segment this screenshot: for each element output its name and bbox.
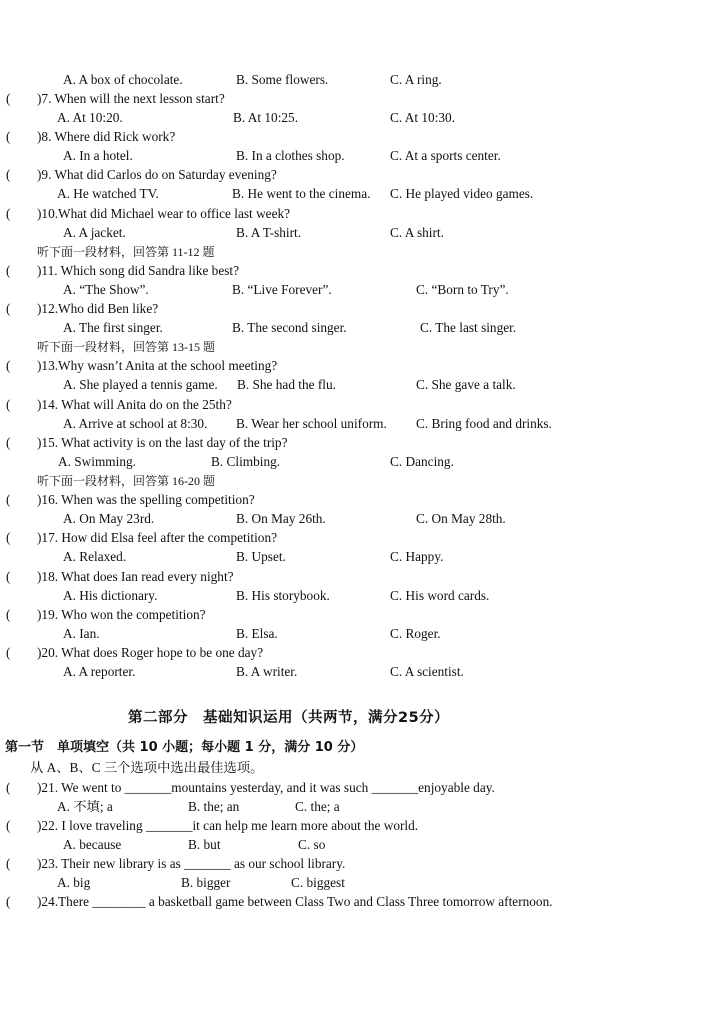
q9-option-b: B. He went to the cinema. bbox=[232, 186, 371, 201]
q20-option-a: A. A reporter. bbox=[63, 664, 136, 679]
q21-paren: ( bbox=[6, 780, 11, 795]
q23-option-b: B. bigger bbox=[181, 875, 231, 890]
q15-stem: )15. What activity is on the last day of the trip? bbox=[37, 435, 288, 450]
q17-option-a: A. Relaxed. bbox=[63, 549, 127, 564]
q11-option-c: C. “Born to Try”. bbox=[416, 282, 509, 297]
q9-option-c: C. He played video games. bbox=[390, 186, 534, 201]
q19-stem: )19. Who won the competition? bbox=[37, 607, 206, 622]
q10-option-c: C. A shirt. bbox=[390, 225, 444, 240]
q6-option-b: B. Some flowers. bbox=[236, 72, 329, 87]
q13-option-a: A. She played a tennis game. bbox=[63, 377, 218, 392]
q11-option-b: B. “Live Forever”. bbox=[232, 282, 332, 297]
q18-option-b: B. His storybook. bbox=[236, 588, 330, 603]
q10-paren: ( bbox=[6, 206, 11, 221]
q22-option-c: C. so bbox=[298, 837, 326, 852]
q8-stem: )8. Where did Rick work? bbox=[37, 129, 176, 144]
q15-paren: ( bbox=[6, 435, 11, 450]
q22-stem: )22. I love traveling _______it can help me learn more about the world. bbox=[37, 818, 419, 833]
q19-paren: ( bbox=[6, 607, 11, 622]
q19-option-b: B. Elsa. bbox=[236, 626, 278, 641]
q12-stem: )12.Who did Ben like? bbox=[37, 301, 159, 316]
q7-stem: )7. When will the next lesson start? bbox=[37, 91, 225, 106]
q24-stem: )24.There ________ a basketball game between Class Two and Class Three tomorrow afternoon. bbox=[37, 894, 553, 909]
part2-title: 第二部分 基础知识运用（共两节，满分25分） bbox=[128, 710, 450, 726]
q19-option-a: A. Ian. bbox=[63, 626, 100, 641]
q23-stem: )23. Their new library is as _______ as our school library. bbox=[37, 856, 346, 871]
q7-option-b: B. At 10:25. bbox=[233, 110, 299, 125]
q18-paren: ( bbox=[6, 569, 11, 584]
q18-option-a: A. His dictionary. bbox=[63, 588, 158, 603]
q21-option-c: C. the; a bbox=[295, 799, 340, 814]
q14-option-c: C. Bring food and drinks. bbox=[416, 416, 552, 431]
q7-option-a: A. At 10:20. bbox=[57, 110, 123, 125]
q22-option-b: B. but bbox=[188, 837, 221, 852]
q10-stem: )10.What did Michael wear to office last week? bbox=[37, 206, 291, 221]
q12-option-b: B. The second singer. bbox=[232, 320, 347, 335]
q7-option-c: C. At 10:30. bbox=[390, 110, 456, 125]
q15-option-a: A. Swimming. bbox=[58, 454, 136, 469]
q8-option-c: C. At a sports center. bbox=[390, 148, 501, 163]
q14-option-b: B. Wear her school uniform. bbox=[236, 416, 387, 431]
q17-paren: ( bbox=[6, 530, 11, 545]
q9-paren: ( bbox=[6, 167, 11, 182]
q17-option-b: B. Upset. bbox=[236, 549, 286, 564]
q6-option-a: A. A box of chocolate. bbox=[63, 72, 183, 87]
listening-instruction: 听下面一段材料，回答第 11-12 题 bbox=[37, 245, 215, 259]
q20-option-b: B. A writer. bbox=[236, 664, 298, 679]
q8-option-b: B. In a clothes shop. bbox=[236, 148, 345, 163]
q23-option-a: A. big bbox=[57, 875, 91, 890]
q15-option-c: C. Dancing. bbox=[390, 454, 454, 469]
q7-paren: ( bbox=[6, 91, 11, 106]
q18-option-c: C. His word cards. bbox=[390, 588, 490, 603]
q23-paren: ( bbox=[6, 856, 11, 871]
q8-paren: ( bbox=[6, 129, 11, 144]
q17-stem: )17. How did Elsa feel after the competition? bbox=[37, 530, 277, 545]
q14-option-a: A. Arrive at school at 8:30. bbox=[63, 416, 208, 431]
q20-option-c: C. A scientist. bbox=[390, 664, 464, 679]
q14-paren: ( bbox=[6, 397, 11, 412]
q16-option-a: A. On May 23rd. bbox=[63, 511, 155, 526]
q10-option-b: B. A T-shirt. bbox=[236, 225, 302, 240]
q21-stem: )21. We went to _______mountains yesterday, and it was such _______enjoyable day. bbox=[37, 780, 495, 795]
q13-stem: )13.Why wasn’t Anita at the school meeting? bbox=[37, 358, 278, 373]
q6-option-c: C. A ring. bbox=[390, 72, 442, 87]
q14-stem: )14. What will Anita do on the 25th? bbox=[37, 397, 232, 412]
q19-option-c: C. Roger. bbox=[390, 626, 441, 641]
q16-option-c: C. On May 28th. bbox=[416, 511, 506, 526]
listening-instruction: 听下面一段材料，回答第 16-20 题 bbox=[37, 474, 215, 488]
q21-option-a: A. 不填; a bbox=[57, 799, 113, 814]
q10-option-a: A. A jacket. bbox=[63, 225, 126, 240]
q11-option-a: A. “The Show”. bbox=[63, 282, 149, 297]
section1-instruction: 从 A、B、C 三个选项中选出最佳选项。 bbox=[30, 760, 264, 775]
listening-instruction: 听下面一段材料，回答第 13-15 题 bbox=[37, 340, 215, 354]
q12-paren: ( bbox=[6, 301, 11, 316]
q12-option-a: A. The first singer. bbox=[63, 320, 163, 335]
q11-paren: ( bbox=[6, 263, 11, 278]
q9-stem: )9. What did Carlos do on Saturday evening? bbox=[37, 167, 277, 182]
q13-option-b: B. She had the flu. bbox=[237, 377, 336, 392]
q21-option-b: B. the; an bbox=[188, 799, 240, 814]
q23-option-c: C. biggest bbox=[291, 875, 345, 890]
q22-paren: ( bbox=[6, 818, 11, 833]
q22-option-a: A. because bbox=[63, 837, 122, 852]
q20-stem: )20. What does Roger hope to be one day? bbox=[37, 645, 264, 660]
q11-stem: )11. Which song did Sandra like best? bbox=[37, 263, 239, 278]
section1-title: 第一节 单项填空（共 10 小题；每小题 1 分，满分 10 分） bbox=[5, 740, 364, 755]
q18-stem: )18. What does Ian read every night? bbox=[37, 569, 234, 584]
q9-option-a: A. He watched TV. bbox=[57, 186, 159, 201]
q16-option-b: B. On May 26th. bbox=[236, 511, 326, 526]
q16-stem: )16. When was the spelling competition? bbox=[37, 492, 255, 507]
q20-paren: ( bbox=[6, 645, 11, 660]
q12-option-c: C. The last singer. bbox=[420, 320, 517, 335]
q13-option-c: C. She gave a talk. bbox=[416, 377, 516, 392]
q15-option-b: B. Climbing. bbox=[211, 454, 281, 469]
q8-option-a: A. In a hotel. bbox=[63, 148, 133, 163]
q13-paren: ( bbox=[6, 358, 11, 373]
q16-paren: ( bbox=[6, 492, 11, 507]
q17-option-c: C. Happy. bbox=[390, 549, 444, 564]
q24-paren: ( bbox=[6, 894, 11, 909]
